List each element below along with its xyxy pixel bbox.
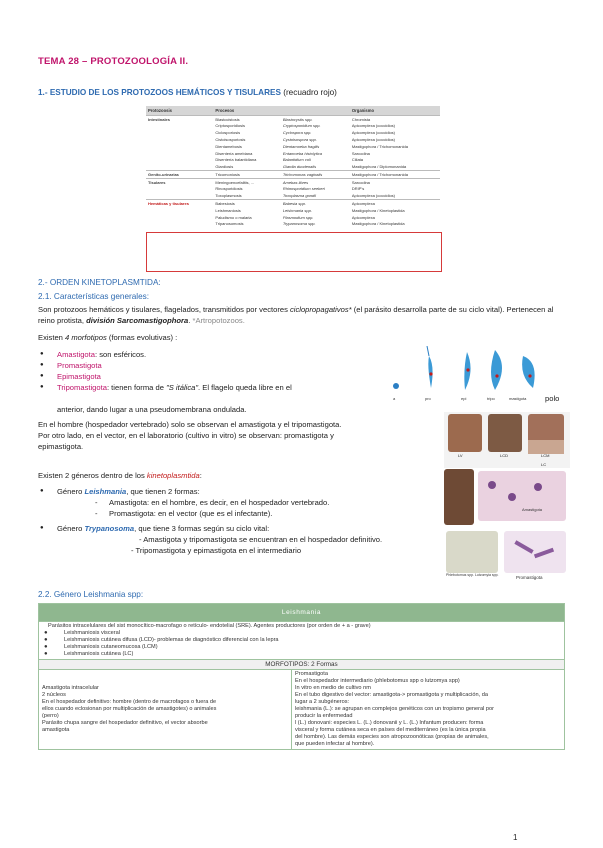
row-process: Babesiosis: [213, 200, 280, 207]
section-2-2-heading: 2.2. Género Leishmania spp:: [38, 590, 144, 599]
label-epi: epi: [461, 396, 467, 401]
label-lcd: LCD: [500, 453, 509, 458]
label-tripo: tripo: [487, 396, 495, 401]
row-organism: Cryptosporidium spp.: [282, 123, 321, 129]
form-tripomastigota-tail: polo: [545, 394, 560, 403]
row-process: Disentería amebiana: [215, 150, 253, 156]
row-process: Tricomoniosis: [213, 171, 280, 179]
row-category: [146, 123, 213, 130]
row-process: Criptosporidiosis: [215, 123, 245, 129]
row-group: Mastigophora / Kinetoplastida: [351, 207, 405, 213]
row-group: Apicomplexa (coccidios): [351, 123, 396, 129]
col-protozoosis: Protozoosis: [146, 106, 213, 116]
row-process: Cistoisosporiosis: [215, 136, 246, 142]
row-process: Tripanosomosis: [215, 221, 244, 227]
forms-list: [38, 349, 383, 393]
label-mastigota: mastigota: [509, 396, 527, 401]
row-category: [146, 214, 213, 221]
form-tripomastigota-cont: anterior, dando lugar a una pseudomembrana ondulada.: [57, 405, 247, 414]
label-lc: LC: [541, 462, 547, 467]
label-amastigota: Amastigota: [522, 507, 543, 512]
amastigota-shape: [393, 383, 399, 389]
tripomastigota-shape: [491, 350, 502, 390]
row-process: Giardiosis: [215, 164, 234, 170]
label-pro: pro: [425, 396, 431, 401]
amastigota-cell: Amastigota intracelular 2 núcleos En el hospedador definitivo: hombre (dentro de macrofagos o fuera de ellos cuando eclosionan por multiplicación de amastigotes) o animales (perro) Parásito chupa sangre del hospedador definitivo, el vector absorbe amastigota: [39, 670, 292, 750]
protozoosis-table: [146, 106, 440, 228]
page-number: 1: [513, 833, 518, 842]
promastigota-micrograph: [504, 531, 566, 573]
row-category: [146, 186, 213, 193]
row-group: Sarcodina: [351, 150, 370, 156]
row-group: Apicomplexa: [350, 200, 440, 207]
row-group: Mastigophora / Trichomonanida: [350, 171, 440, 179]
patient-photo: [444, 469, 474, 525]
row-organism: Babesia spp.: [281, 200, 350, 207]
protozoosis-row: [146, 179, 440, 186]
protozoosis-row: [146, 123, 440, 130]
row-category: [146, 150, 213, 157]
row-group: Mastigophora / Kinetoplastida: [351, 221, 405, 227]
section-2-1-heading: 2.1. Características generales:: [38, 292, 150, 301]
row-group: Apicomplexa (coccidios): [351, 193, 396, 199]
label-vector: Phlebotomus spp. Lutzomyia spp.: [446, 573, 499, 577]
row-group: DRIP's: [351, 186, 365, 192]
row-process: Rinosporidiosis: [215, 186, 243, 192]
row-group: Ciliata: [351, 157, 364, 163]
amastigota-micrograph: [478, 471, 566, 521]
row-group: Apicomplexa (coccidios): [351, 130, 396, 136]
row-category: [146, 163, 213, 170]
row-organism: Trichomonas vaginalis: [281, 171, 350, 179]
row-group: Sarcodina: [350, 179, 440, 186]
genera-intro: Existen 2 géneros dentro de los kinetoplasmtida:: [38, 471, 202, 480]
genus-trypanosoma: ● Género Trypanosoma, que tiene 3 formas según su ciclo vital: - Amastigota y tripomastigota se encuentran en el hospedador definitivo. - Tripomastigota y epimastigota en el intermediario: [38, 523, 448, 556]
lesion-photo-lcd: [488, 414, 522, 452]
protozoosis-row: [146, 200, 440, 207]
col-procesos: Procesos: [213, 106, 280, 116]
leishmania-table-header: Leishmania: [39, 604, 565, 622]
page-title: TEMA 28 – PROTOZOOLOGÍA II.: [38, 56, 189, 67]
protozoosis-row: [146, 163, 440, 170]
protozoosis-row: [146, 157, 440, 164]
clinical-photos: [444, 412, 570, 468]
row-organism: Toxoplasma gondii: [282, 193, 317, 199]
row-category: Intestinales: [146, 116, 213, 123]
protozoosis-row: [146, 214, 440, 221]
row-organism: Entamoeba histolytica: [282, 150, 322, 156]
row-category: [146, 130, 213, 137]
row-organism: Balantidium coli: [282, 157, 311, 163]
protozoosis-row: [146, 143, 440, 150]
genus-leishmania: ● Género Leishmania, que tienen 2 formas: - Amastigota: en el hombre, es decir, en el hospedador vertebrado. - Promastigota: en el vector (que es el infectante).: [38, 486, 448, 519]
row-process: Toxoplasmosis: [215, 193, 242, 199]
label-promastigota: Promastigota: [516, 575, 543, 580]
row-category: [146, 207, 213, 214]
label-a: a: [393, 396, 396, 401]
row-category: [146, 157, 213, 164]
protozoosis-row: [146, 171, 440, 179]
row-organism: Plasmodium spp.: [282, 214, 314, 220]
sandfly-photo: [446, 531, 498, 573]
row-organism: Dientamoeba fragilis: [282, 143, 320, 149]
promastigota-shape: [428, 356, 432, 388]
row-organism: Blastocystis spp.: [281, 116, 350, 123]
section-2-heading: 2.- ORDEN KINETOPLASMTIDA:: [38, 278, 161, 287]
row-organism: Leishmania spp.: [282, 207, 312, 213]
row-process: Disentería balantidiana: [215, 157, 257, 163]
row-process: Paludismo o malaria: [215, 214, 252, 220]
leishmaniosis-list: ● Leishmaniosis visceral ● Leishmaniosis cutánea difusa (LCD)- problemas de diagnóstico diferencial con la lepra ● Leishmaniosis cutaneomucosa (LCM) ● Leishmaniosis cutánea (LC): [42, 630, 561, 658]
protozoosis-row: [146, 207, 440, 214]
row-category: Tisulares: [146, 179, 213, 186]
label-lcm: LCM: [541, 453, 550, 458]
label-lv: LV: [458, 453, 463, 458]
genera-list: [38, 486, 448, 556]
row-organism: Rhinosporidium seeberi: [282, 186, 325, 192]
morphotypes-row: MORFOTIPOS: 2 Formas: [39, 660, 565, 670]
row-group: Mastigophora / Trichomonanida: [351, 143, 408, 149]
form-promastigota: ● Promastigota: [38, 360, 383, 371]
row-organism: Giardia duodenalis: [282, 164, 317, 170]
form-epimastigota: ● Epimastigota: [38, 371, 383, 382]
row-category: [146, 193, 213, 200]
protozoosis-row: [146, 150, 440, 157]
highlight-box: [146, 232, 442, 272]
leishmania-description: Parásitos intracelulares del sist monocítico-macrofago o retículo- endotelial (SRE). Agentes productores (por orden de + a - grave) ● Leishmaniosis visceral ● Leishmaniosis cutánea difusa (LCD)- problemas de diagnóstico diferencial con la lepra ● Leishmaniosis cutaneomucosa (LCM) ● Leishmaniosis cutánea (LC): [39, 622, 565, 660]
form-amastigota: ● Amastigota: son esféricos.: [38, 349, 383, 360]
row-organism: Cyclospora spp.: [282, 130, 312, 136]
row-organism: Cystoisospora spp.: [282, 136, 317, 142]
morphotypes-intro: Existen 4 morfotipos (formas evolutivas) :: [38, 333, 178, 342]
row-group: Mastigophora / Diplomonanida: [351, 164, 407, 170]
row-process: Dientamebosis: [215, 143, 242, 149]
row-process: Blastocistosis: [213, 116, 280, 123]
leishmania-table: [38, 603, 565, 750]
col-organismo: Organismo: [350, 106, 440, 116]
row-group: Chromista: [350, 116, 440, 123]
row-process: Leishmaniosis: [215, 207, 241, 213]
morphotypes-illustration: [383, 346, 543, 402]
lesion-photo-lv: [448, 414, 482, 452]
host-vector-paragraph: En el hombre (hospedador vertebrado) solo se observan el amastigota y el tripomastigota. Por otro lado, en el vector, en el laboratorio (cultivo in vitro) se observan: promastigota y epimastigota.: [38, 420, 342, 451]
protozoosis-row: [146, 186, 440, 193]
section-1-heading: 1.- ESTUDIO DE LOS PROTOZOOS HEMÁTICOS Y TISULARES (recuadro rojo): [38, 88, 337, 97]
form-tripomastigota: ● Tripomastigota: tienen forma de "S itálica". El flagelo queda libre en el: [38, 382, 383, 393]
parasite-photos: [444, 469, 570, 585]
row-category: [146, 221, 213, 228]
row-category: [146, 143, 213, 150]
intro-paragraph: Son protozoos hemáticos y tisulares, flagelados, transmitidos por vectores ciclopropagativos* (el parásito desarrolla parte de su ciclo vital). Pertenecen al reino protista, división Sarcomastigophora. *Artropotozoos.: [38, 305, 554, 325]
protozoosis-row: [146, 136, 440, 143]
protozoosis-row: [146, 116, 440, 123]
promastigota-cell: Promastigota En el hospedador intermediario (phlebotomus spp o lutzomya spp) In vitro en medio de cultivo nm En el tubo digestivo del vector: amastigota-> promastigota y multiplicación, da lugar a 2 subgéneros: leishmania (L.): se agrupan en complejos genéticos con un tropismo general por producir la enfermedad l (L.) donovani: especies L. (L.) donovanii y L. (L.) Infantum producen: forma visceral y forma cutánea seca en países del mediterráneo (es la única propia del hombre). Las demás especies son atropozoonóticas (propias de animales, que pueden infectar al hombre).: [292, 670, 565, 750]
row-category: Hemáticas y tisulares: [146, 200, 213, 207]
row-group: Apicomplexa (coccidios): [351, 136, 396, 142]
row-organism: Trypanosoma spp.: [282, 221, 316, 227]
row-process: Ciclosporiosis: [215, 130, 241, 136]
protozoosis-row: [146, 130, 440, 137]
protozoosis-row: [146, 193, 440, 200]
row-organism: Amebas libres: [281, 179, 350, 186]
row-category: [146, 136, 213, 143]
row-process: Meningoencefalitis, ...: [213, 179, 280, 186]
row-group: Apicomplexa: [351, 214, 375, 220]
row-category: Genito-urinarias: [146, 171, 213, 179]
protozoosis-row: [146, 221, 440, 228]
